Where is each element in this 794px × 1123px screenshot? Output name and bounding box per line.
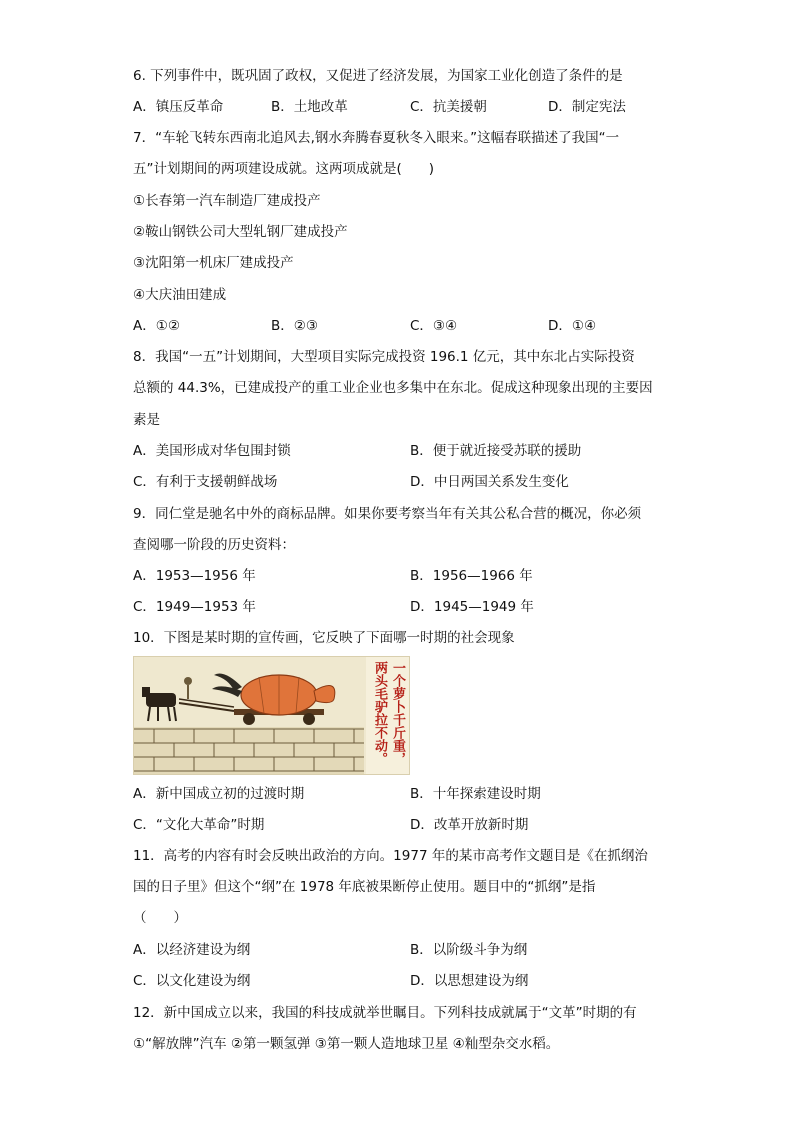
q10-option-b: B．十年探索建设时期 — [410, 786, 541, 802]
q7-option-c: C．③④ — [410, 318, 458, 334]
q7-item-1: ①长春第一汽车制造厂建成投产 — [133, 193, 321, 209]
q10-stem: 10．下图是某时期的宣传画，它反映了下面哪一时期的社会现象 — [133, 630, 515, 646]
q11-stem-line3: （ ） — [133, 910, 187, 926]
q8-option-a: A．美国形成对华包围封锁 — [133, 443, 291, 459]
poster-text-col2: 两头毛驴拉不动。 — [372, 661, 387, 765]
q9-option-a: A．1953—1956 年 — [133, 568, 256, 584]
q7-item-2: ②鞍山钢铁公司大型轧钢厂建成投产 — [133, 224, 348, 240]
q7-stem-line2: 五”计划期间的两项建设成就。这两项成就是( ) — [133, 161, 435, 177]
q8-stem-line1: 8．我国“一五”计划期间，大型项目实际完成投资 196.1 亿元，其中东北占实际投资 — [133, 349, 635, 365]
q7-option-b: B．②③ — [271, 318, 318, 334]
q9-stem-line2: 查阅哪一阶段的历史资料： — [133, 537, 295, 553]
q11-option-a: A．以经济建设为纲 — [133, 942, 251, 958]
q6-option-d: D．制定宪法 — [548, 99, 626, 115]
q12-stem-line2: ①“解放牌”汽车 ②第一颗氢弹 ③第一颗人造地球卫星 ④籼型杂交水稻。 — [133, 1036, 560, 1052]
q8-option-d: D．中日两国关系发生变化 — [410, 474, 569, 490]
poster-illustration — [134, 657, 409, 774]
q10-option-a: A．新中国成立初的过渡时期 — [133, 786, 305, 802]
q8-option-b: B．便于就近接受苏联的援助 — [410, 443, 582, 459]
q6-option-b: B．土地改革 — [271, 99, 348, 115]
q9-stem-line1: 9．同仁堂是驰名中外的商标品牌。如果你要考察当年有关其公私合营的概况，你必须 — [133, 506, 642, 522]
q9-option-c: C．1949—1953 年 — [133, 599, 256, 615]
q11-option-b: B．以阶级斗争为纲 — [410, 942, 528, 958]
q8-stem-line2: 总额的 44.3%，已建成投产的重工业企业也多集中在东北。促成这种现象出现的主要因 — [133, 380, 653, 396]
q6-stem: 6. 下列事件中，既巩固了政权，又促进了经济发展，为国家工业化创造了条件的是 — [133, 68, 623, 84]
q6-option-a: A．镇压反革命 — [133, 99, 224, 115]
q7-stem-line1: 7．“车轮飞转东西南北追风去,钢水奔腾春夏秋冬入眼来。”这幅春联描述了我国“一 — [133, 130, 620, 146]
q7-item-3: ③沈阳第一机床厂建成投产 — [133, 255, 294, 271]
q10-option-c: C．“文化大革命”时期 — [133, 817, 265, 833]
propaganda-poster — [133, 656, 410, 775]
q7-item-4: ④大庆油田建成 — [133, 287, 227, 303]
q9-option-d: D．1945—1949 年 — [410, 599, 534, 615]
q6-option-c: C．抗美援朝 — [410, 99, 487, 115]
poster-text-col1: 一个萝卜千斤重， — [390, 661, 405, 765]
q11-stem-line1: 11．高考的内容有时会反映出政治的方向。1977 年的某市高考作文题目是《在抓纲治 — [133, 848, 648, 864]
q9-option-b: B．1956—1966 年 — [410, 568, 533, 584]
q8-stem-line3: 素是 — [133, 412, 160, 428]
q11-stem-line2: 国的日子里》但这个“纲”在 1978 年底被果断停止使用。题目中的“抓纲”是指 — [133, 879, 596, 895]
q12-stem-line1: 12．新中国成立以来，我国的科技成就举世瞩目。下列科技成就属于“文革”时期的有 — [133, 1005, 637, 1021]
q11-option-d: D．以思想建设为纲 — [410, 973, 529, 989]
q7-option-a: A．①② — [133, 318, 180, 334]
q7-option-d: D．①④ — [548, 318, 597, 334]
q8-option-c: C．有利于支援朝鲜战场 — [133, 474, 278, 490]
q11-option-c: C．以文化建设为纲 — [133, 973, 251, 989]
q10-option-d: D．改革开放新时期 — [410, 817, 529, 833]
